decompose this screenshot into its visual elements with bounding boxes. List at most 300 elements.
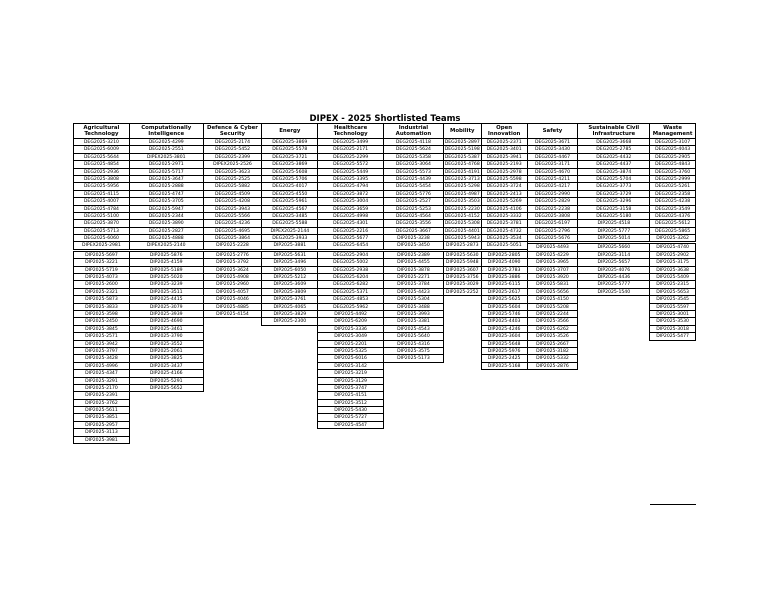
team-id-cell: DEG2025-3808 — [73, 175, 130, 183]
team-id-cell: DIP2025-5777 — [577, 227, 650, 235]
team-id-cell: DEG2025-5180 — [577, 212, 650, 220]
team-id-cell: DEG2025-3158 — [577, 205, 650, 213]
team-id-cell: DIP2025-5648 — [481, 340, 528, 348]
team-id-cell: DIP2025-5189 — [129, 266, 204, 274]
team-id-cell: DEG2025-5608 — [261, 168, 318, 176]
team-id-cell: DEG2025-4017 — [261, 182, 318, 190]
team-id-cell: DIP2025-3182 — [527, 347, 579, 355]
team-id-cell: DIP2025-5976 — [481, 347, 528, 355]
team-id-cell: DIP2025-2170 — [73, 384, 130, 392]
team-id-cell: DEG2025-6282 — [317, 280, 384, 288]
team-id-cell: DEG2025-5452 — [203, 145, 263, 153]
team-id-cell: DEG2025-3773 — [577, 182, 650, 190]
team-id-cell: DEG2025-3729 — [577, 190, 650, 198]
team-id-cell: DEG2025-2938 — [317, 266, 384, 274]
team-id-cell: DIP2025-5777 — [577, 280, 650, 288]
team-id-cell: DEG2025-5578 — [261, 145, 318, 153]
team-id-cell: DIP2025-4996 — [73, 362, 130, 370]
team-id-cell: DIP2025-4057 — [203, 288, 263, 296]
team-id-cell: DIP2025-5611 — [73, 406, 130, 414]
team-id-cell: DIP2025-5831 — [527, 280, 579, 288]
team-id-cell: DIP2025-5876 — [129, 251, 204, 259]
team-id-cell: DEG2025-4794 — [317, 182, 384, 190]
team-id-cell: DEG2025-3933 — [261, 234, 318, 242]
team-id-cell: DEG2025-4550 — [261, 190, 318, 198]
team-id-cell: DEG2025-4732 — [481, 227, 528, 235]
team-id-cell: DEG2025-3713 — [444, 176, 480, 182]
team-id-cell: DIP2025-3238 — [383, 234, 444, 242]
column-header: Mobility — [443, 123, 482, 139]
team-id-cell: DIP2025-3607 — [443, 266, 482, 274]
team-id-cell: DEG2025-4236 — [203, 219, 263, 227]
team-id-cell: DIP2025-5208 — [527, 303, 579, 311]
team-id-cell: DEG2025-3870 — [73, 219, 130, 227]
team-id-cell: DEG2025-3667 — [383, 227, 444, 235]
team-id-cell: DIP2025-2228 — [203, 241, 263, 249]
team-id-cell: DIP2025-3965 — [527, 258, 579, 266]
team-id-cell: DIP2025-5640 — [383, 332, 444, 340]
team-id-cell: DIP2025-3114 — [577, 251, 650, 259]
team-id-cell: DIP2025-3512 — [317, 399, 384, 407]
team-id-cell: DIP2025-4090 — [481, 258, 528, 266]
team-id-cell: DEG2025-2358 — [649, 190, 696, 198]
team-id-cell: DIP2025-3845 — [73, 325, 130, 333]
team-id-cell: DIP2025-3450 — [383, 241, 444, 249]
team-id-cell: DEG2025-4401 — [444, 228, 480, 234]
team-id-cell: DIP2025-3851 — [73, 413, 130, 421]
team-id-cell: DIP2025-2617 — [481, 288, 528, 296]
team-id-cell: DIP2025-3761 — [261, 295, 318, 303]
category-column — [74, 124, 130, 444]
category-column — [650, 124, 696, 341]
team-id-cell: DEG2025-4467 — [527, 153, 579, 161]
team-id-cell: DIP2025-2667 — [527, 340, 579, 348]
team-id-cell: DIPEX2025-2526 — [203, 160, 263, 168]
team-id-cell: DIP2025-4150 — [527, 295, 579, 303]
team-id-cell: DEG2025-2238 — [527, 205, 579, 213]
team-id-cell: DIP2025-4518 — [577, 219, 650, 227]
team-id-cell: DIP2025-3428 — [73, 354, 130, 362]
team-id-cell: DIPEX2025-2144 — [261, 227, 318, 235]
team-id-cell: DIP2025-2321 — [73, 288, 130, 296]
team-id-cell: DIP2025-3526 — [527, 332, 579, 340]
team-id-cell: DEG2025-3534 — [481, 234, 528, 242]
team-id-cell: DEG2025-5253 — [383, 205, 444, 213]
team-id-cell: DIP2025-3079 — [129, 303, 204, 311]
team-id-cell: DIP2025-2201 — [317, 340, 384, 348]
team-id-cell: DEG2025-4238 — [649, 197, 696, 205]
team-id-cell: DIP2025-4403 — [481, 317, 528, 325]
team-id-cell: DEG2025-5002 — [317, 258, 384, 266]
team-id-cell: DEG2025-5956 — [73, 182, 130, 190]
team-id-cell: DEG2025-3296 — [577, 197, 650, 205]
team-id-cell: DIP2025-3993 — [383, 310, 444, 318]
column-header: Safety — [527, 123, 579, 139]
column-header: Healthcare Technology — [317, 123, 384, 139]
team-id-cell: DEG2025-3485 — [261, 212, 318, 220]
team-id-cell: DEG2025-2904 — [317, 251, 384, 259]
team-id-cell: DIP2025-5656 — [527, 288, 579, 296]
team-id-cell: DEG2025-4853 — [317, 295, 384, 303]
team-id-cell: DEG2025-4299 — [129, 138, 204, 146]
team-id-cell: DIP2025-2571 — [73, 332, 130, 340]
team-id-cell: DIP2025-2873 — [443, 241, 482, 249]
team-id-cell: DEG2025-4217 — [527, 182, 579, 190]
team-id-cell: DIP2025-5430 — [317, 406, 384, 414]
team-id-cell: DEG2025-3332 — [481, 212, 528, 220]
page-end-rule — [650, 504, 696, 505]
team-id-cell: DEG2025-2551 — [129, 145, 204, 153]
team-id-cell: DIP2025-3552 — [129, 340, 204, 348]
team-id-cell: DIP2025-3575 — [383, 347, 444, 355]
team-id-cell: DIP2025-5660 — [577, 243, 650, 251]
team-id-cell: DEG2025-2344 — [129, 212, 204, 220]
team-id-cell: DEG2025-4432 — [577, 153, 650, 161]
team-id-cell: DEG2025-4115 — [73, 190, 130, 198]
team-id-cell: DEG2025-5676 — [527, 234, 579, 242]
team-id-cell: DEG2025-3874 — [577, 168, 650, 176]
team-id-cell: DEG2025-5943 — [444, 236, 480, 242]
team-id-cell: DEG2025-4043 — [649, 145, 696, 153]
team-id-cell: DIP2025-4154 — [203, 310, 263, 318]
team-id-cell: DIP2025-3018 — [649, 325, 696, 333]
category-column — [528, 124, 579, 370]
team-id-cell: DEG2025-4152 — [444, 213, 480, 219]
team-id-cell: DIP2025-5212 — [261, 273, 318, 281]
team-id-cell: DIP2025-3790 — [129, 332, 204, 340]
team-id-cell: DIP2025-4690 — [129, 317, 204, 325]
team-id-cell: DEG2025-5776 — [383, 190, 444, 198]
team-id-cell: DIP2025-2783 — [481, 266, 528, 274]
team-id-cell: DIP2025-3437 — [129, 362, 204, 370]
team-id-cell: DIP2025-3001 — [649, 310, 696, 318]
team-id-cell: DIP2025-5653 — [649, 288, 696, 296]
category-column — [130, 124, 204, 392]
team-id-cell: DIP2025-2300 — [261, 317, 318, 325]
team-id-cell: DEG2025-3781 — [481, 219, 528, 227]
team-id-cell: DEG2025-4191 — [444, 169, 480, 175]
team-id-cell: DIP2025-3825 — [129, 354, 204, 362]
team-id-cell: DEG2025-3549 — [649, 205, 696, 213]
team-id-cell: DIP2025-3809 — [261, 288, 318, 296]
team-id-cell: DEG2025-5572 — [317, 160, 384, 168]
team-id-cell: DEG2025-5588 — [261, 219, 318, 227]
team-id-cell: DEG2025-4301 — [317, 219, 384, 227]
team-id-cell: DEG2025-5308 — [444, 221, 480, 227]
team-id-cell: DIP2025-3598 — [73, 310, 130, 318]
team-id-cell: DEG2025-3499 — [317, 138, 384, 146]
team-id-cell: DIP2025-2061 — [129, 347, 204, 355]
team-id-cell: DIP2025-3566 — [527, 317, 579, 325]
team-id-cell: DEG2025-5100 — [73, 212, 130, 220]
team-id-cell: DEG2025-4118 — [383, 138, 444, 146]
team-id-cell: DEG2025-5566 — [203, 212, 263, 220]
team-id-cell: DEG2025-3941 — [481, 153, 528, 161]
team-id-cell: DIP2025-5173 — [383, 354, 444, 362]
team-id-cell: DIP2025-4065 — [261, 303, 318, 311]
category-column — [482, 124, 528, 370]
team-id-cell: DIP2025-4493 — [527, 243, 579, 251]
team-id-cell: DEG2025-2971 — [129, 160, 204, 168]
column-header: Agricultural Technology — [73, 123, 130, 139]
team-id-cell: DEG2025-2785 — [577, 145, 650, 153]
team-id-cell: DEG2025-2230 — [444, 206, 480, 212]
team-id-cell: DIP2025-4908 — [203, 273, 263, 281]
team-id-cell: DEG2025-2193 — [481, 160, 528, 168]
team-id-cell: DEG2025-3668 — [577, 138, 650, 146]
team-id-cell: DIP2025-3784 — [383, 280, 444, 288]
category-column — [204, 124, 263, 318]
team-id-cell: DIP2025-5325 — [317, 347, 384, 355]
team-id-cell: DIP2025-3609 — [261, 280, 318, 288]
team-id-cell: DEG2025-2936 — [73, 168, 130, 176]
team-id-cell: DIP2025-3638 — [649, 266, 696, 274]
team-id-cell: DIP2025-3381 — [383, 317, 444, 325]
team-id-cell: DEG2025-4437 — [577, 160, 650, 168]
team-id-cell: DEG2025-5947 — [129, 205, 204, 213]
team-id-cell: DIP2025-2776 — [203, 251, 263, 259]
team-id-cell: DEG2025-5573 — [383, 168, 444, 176]
team-id-cell: DEG2025-2905 — [649, 153, 696, 161]
team-id-cell: DIP2025-3049 — [317, 332, 384, 340]
team-id-cell: DIP2025-3886 — [481, 273, 528, 281]
team-id-cell: DEG2025-4509 — [203, 190, 263, 198]
team-id-cell: DEG2025-5644 — [73, 153, 130, 161]
team-id-cell: DIP2025-3624 — [203, 266, 263, 274]
team-id-cell: DEG2025-3721 — [261, 153, 318, 161]
team-id-cell: DIP2025-6016 — [317, 354, 384, 362]
team-id-cell: DIP2025-5477 — [649, 332, 696, 340]
team-id-cell: DEG2025-5371 — [317, 288, 384, 296]
team-id-cell: DEG2025-5387 — [444, 154, 480, 160]
team-id-cell: DIP2025-5746 — [481, 310, 528, 318]
team-id-cell: DEG2025-2174 — [203, 138, 263, 146]
team-id-cell: DIP2025-3113 — [73, 428, 130, 436]
team-id-cell: DEG2025-2888 — [129, 182, 204, 190]
team-id-cell: DIP2025-3142 — [317, 362, 384, 370]
team-id-cell: DEG2025-4768 — [444, 162, 480, 168]
team-id-cell: DIP2025-3530 — [649, 317, 696, 325]
team-id-cell: DIP2025-4492 — [317, 310, 384, 318]
team-id-cell: DEG2025-4854 — [73, 160, 130, 168]
team-id-cell: DIP2025-5625 — [481, 295, 528, 303]
team-id-cell: DIP2025-2391 — [73, 391, 130, 399]
team-id-cell: DEG2025-5358 — [383, 153, 444, 161]
column-header: Energy — [261, 123, 318, 139]
team-id-cell: DEG2025-4211 — [527, 175, 579, 183]
team-id-cell: DEG2025-4784 — [73, 205, 130, 213]
team-id-cell: DIP2025-4229 — [527, 251, 579, 259]
team-id-cell: DEG2025-4747 — [129, 190, 204, 198]
team-id-cell: DEG2025-5706 — [261, 175, 318, 183]
team-id-cell: DIP2025-5291 — [129, 377, 204, 385]
team-id-cell: DEG2025-3705 — [129, 197, 204, 205]
team-id-cell: DEG2025-4439 — [383, 175, 444, 183]
sheet-title: DIPEX - 2025 Shortlisted Teams — [309, 114, 461, 124]
team-id-cell: DIP2025-3939 — [129, 310, 204, 318]
team-id-cell: DIP2025-5604 — [481, 303, 528, 311]
team-id-cell: DIP2025-2876 — [527, 362, 579, 370]
team-id-cell: DEG2025-2171 — [317, 145, 384, 153]
team-id-cell: DIP2025-3488 — [383, 303, 444, 311]
team-id-cell: DEG2025-5624 — [383, 145, 444, 153]
team-id-cell: DEG2025-5717 — [129, 168, 204, 176]
team-id-cell: DIPEX2025-2981 — [73, 241, 130, 249]
team-id-cell: DEG2025-4564 — [383, 212, 444, 220]
team-id-cell: DEG2025-3503 — [444, 199, 480, 205]
team-id-cell: DIP2025-2252 — [443, 288, 482, 296]
team-id-cell: DIP2025-3881 — [261, 241, 318, 249]
team-id-cell: DEG2025-2829 — [527, 197, 579, 205]
team-id-cell: DIP2025-2957 — [73, 421, 130, 429]
team-id-cell: DEG2025-3671 — [527, 138, 579, 146]
team-id-cell: DIP2025-2244 — [527, 310, 579, 318]
category-column — [262, 124, 318, 326]
team-id-cell: DIP2025-3496 — [261, 258, 318, 266]
team-id-cell: DEG2025-5454 — [383, 182, 444, 190]
team-id-cell: DIP2025-3545 — [649, 295, 696, 303]
team-id-cell: DEG2025-5704 — [577, 175, 650, 183]
team-id-cell: DIP2025-3336 — [317, 325, 384, 333]
team-id-cell: DIP2025-3747 — [317, 384, 384, 392]
team-id-cell: DEG2025-3430 — [527, 145, 579, 153]
team-id-cell: DIP2025-3511 — [129, 288, 204, 296]
team-id-cell: DEG2025-4998 — [317, 212, 384, 220]
team-id-cell: DIP2025-2389 — [383, 251, 444, 259]
team-id-cell: DEG2025-5198 — [444, 147, 480, 153]
team-id-cell: DIP2025-5630 — [443, 251, 482, 259]
team-id-cell: DEG2025-6060 — [73, 234, 130, 242]
team-id-cell: DEG2025-4106 — [481, 205, 528, 213]
team-id-cell: DIP2025-3792 — [203, 258, 263, 266]
team-id-cell: DIP2025-5014 — [577, 234, 650, 242]
team-id-cell: DEG2025-5261 — [649, 182, 696, 190]
team-id-cell: DIP2025-4455 — [383, 258, 444, 266]
team-id-cell: DEG2025-3210 — [73, 138, 130, 146]
team-id-cell: DEG2025-5962 — [317, 303, 384, 311]
team-id-cell: DEG2025-3556 — [383, 219, 444, 227]
team-id-cell: DIP2025-2902 — [649, 251, 696, 259]
team-id-cell: DIP2025-5652 — [129, 384, 204, 392]
team-id-cell: DIP2025-2805 — [481, 251, 528, 259]
column-header: Defence & Cyber Security — [203, 123, 263, 139]
team-id-cell: DIP2025-5597 — [649, 303, 696, 311]
team-id-cell: DEG2025-5269 — [481, 197, 528, 205]
team-id-cell: DIP2025-3029 — [443, 280, 482, 288]
team-id-cell: DIP2025-3762 — [73, 399, 130, 407]
team-id-cell: DIP2025-3221 — [73, 258, 130, 266]
team-id-cell: DIP2025-5948 — [443, 258, 482, 266]
team-id-cell: DEG2025-4208 — [203, 197, 263, 205]
team-id-cell: DEG2025-5449 — [317, 168, 384, 176]
team-id-cell: DIP2025-3262 — [649, 234, 696, 242]
team-id-cell: DIP2025-4740 — [649, 243, 696, 251]
team-id-cell: DIP2025-3981 — [73, 436, 130, 444]
team-id-cell: DIP2025-5719 — [73, 266, 130, 274]
team-id-cell: DIP2025-4246 — [481, 325, 528, 333]
team-id-cell: DIP2025-5332 — [527, 354, 579, 362]
team-id-cell: DEG2025-5713 — [73, 227, 130, 235]
team-id-cell: DIP2025-2271 — [383, 273, 444, 281]
team-id-cell: DIP2025-3604 — [481, 332, 528, 340]
team-id-cell: DEG2025-3401 — [481, 145, 528, 153]
team-id-cell: DEG2025-3890 — [129, 219, 204, 227]
column-header: Sustainable Civil Infrastructure — [577, 123, 650, 139]
team-id-cell: DEG2025-3864 — [203, 234, 263, 242]
column-header: Open Innovation — [481, 123, 528, 139]
team-id-cell: DEG2025-5298 — [444, 184, 480, 190]
team-id-cell: DIP2025-6262 — [527, 325, 579, 333]
team-id-cell: DEG2025-5598 — [481, 175, 528, 183]
column-header: Industrial Automation — [383, 123, 444, 139]
team-id-cell: DEG2025-3647 — [129, 175, 204, 183]
team-id-cell: DEG2025-3724 — [481, 182, 528, 190]
team-id-cell: DIP2025-4547 — [317, 421, 384, 429]
team-id-cell: DIP2025-4347 — [73, 369, 130, 377]
team-id-cell: DIP2025-3239 — [129, 280, 204, 288]
team-id-cell: DIP2025-2315 — [649, 280, 696, 288]
team-id-cell: DIP2025-4151 — [317, 391, 384, 399]
team-id-cell: DIP2025-3920 — [527, 273, 579, 281]
team-id-cell: DIP2025-1540 — [577, 288, 650, 296]
team-id-cell: DIP2025-5727 — [317, 413, 384, 421]
team-id-cell: DEG2025-4695 — [203, 227, 263, 235]
team-id-cell: DIP2025-5304 — [383, 295, 444, 303]
team-id-cell: DEG2025-4670 — [527, 168, 579, 176]
team-id-cell: DIP2025-5697 — [73, 251, 130, 259]
team-id-cell: DIP2025-4423 — [383, 288, 444, 296]
team-id-cell: DIP2025-3878 — [383, 266, 444, 274]
team-id-cell: DIPEX2025-3801 — [129, 153, 204, 161]
team-id-cell: DEG2025-5882 — [203, 182, 263, 190]
team-id-cell: DEG2025-3808 — [527, 212, 579, 220]
team-id-cell: DEG2025-2999 — [649, 175, 696, 183]
team-id-cell: DIP2025-4159 — [129, 258, 204, 266]
team-id-cell: DEG2025-3659 — [317, 205, 384, 213]
team-id-cell: DEG2025-6454 — [317, 241, 384, 249]
team-id-cell: DEG2025-3171 — [527, 160, 579, 168]
team-id-cell: DEG2025-3869 — [261, 138, 318, 146]
team-id-cell: DIP2025-3942 — [73, 340, 130, 348]
team-id-cell: DIP2025-4436 — [577, 273, 650, 281]
team-id-cell: DIP2025-6115 — [481, 280, 528, 288]
category-column — [384, 124, 444, 363]
team-id-cell: DIP2025-3175 — [649, 258, 696, 266]
team-id-cell: DEG2025-2990 — [527, 190, 579, 198]
team-id-cell: DEG2025-2216 — [317, 227, 384, 235]
team-id-cell: DEG2025-4987 — [444, 191, 480, 197]
team-id-cell: DEG2025-2299 — [317, 153, 384, 161]
team-id-cell: DIPEX2025-2140 — [129, 241, 204, 249]
team-id-cell: DEG2025-3623 — [203, 168, 263, 176]
team-id-cell: DIP2025-5409 — [649, 273, 696, 281]
team-id-cell: DEG2025-3760 — [649, 168, 696, 176]
team-id-cell: DEG2025-6204 — [317, 273, 384, 281]
team-id-cell: DEG2025-4843 — [649, 160, 696, 168]
team-id-cell: DEG2025-2399 — [203, 153, 263, 161]
team-id-cell: DIP2025-4166 — [129, 369, 204, 377]
team-id-cell: DIP2025-3829 — [261, 310, 318, 318]
team-id-cell: DEG2025-6197 — [527, 219, 579, 227]
team-id-cell: DIP2025-4046 — [203, 295, 263, 303]
team-id-cell: DEG2025-2897 — [444, 140, 480, 145]
team-id-cell: DEG2025-5612 — [649, 219, 696, 227]
team-id-cell: DIP2025-4076 — [577, 266, 650, 274]
team-id-cell: DIP2025-3291 — [73, 377, 130, 385]
team-id-cell: DEG2025-6009 — [73, 145, 130, 153]
team-id-cell: DEG2025-5677 — [317, 234, 384, 242]
category-column — [318, 124, 384, 429]
